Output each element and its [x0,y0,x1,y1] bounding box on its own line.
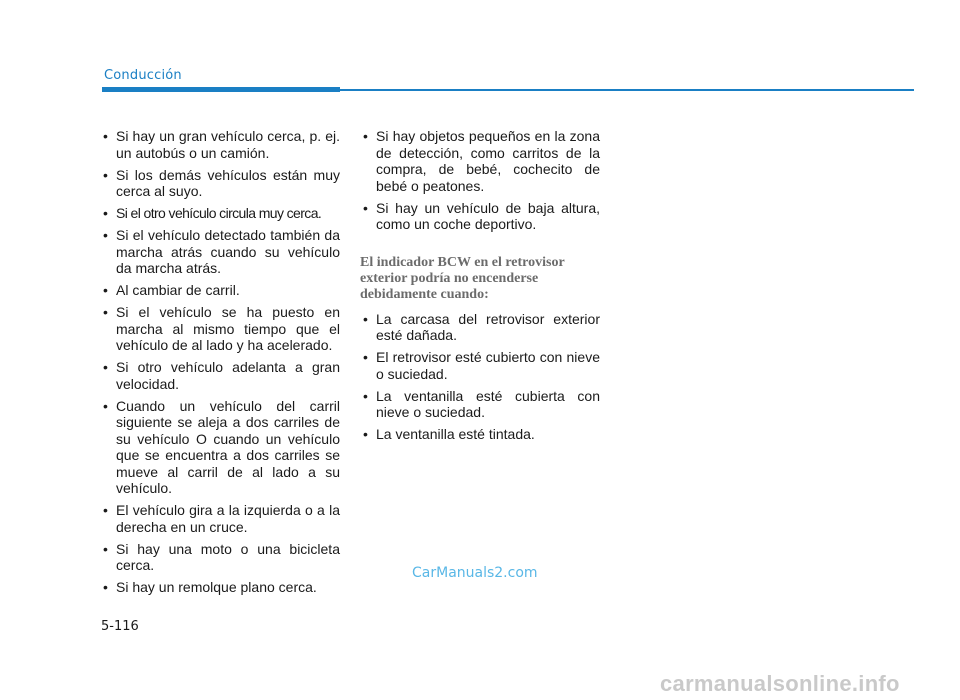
list-item: • Si hay un remolque plano cerca. [100,579,340,596]
page-number: 5-116 [101,619,139,634]
list-item: • Si hay objetos pequeños en la zona de detección, como carritos de la compra, de bebé, cochecito de bebé o peatones. [360,128,600,194]
header-rule-thin [340,89,914,91]
list-item: • Si hay una moto o una bicicleta cerca. [100,541,340,574]
right-column-list-bottom [360,311,600,443]
list-item: • Si el vehículo se ha puesto en marcha al mismo tiempo que el vehículo de al lado y ha acelerado. [100,304,340,354]
list-item: • Si el vehículo detectado también da marcha atrás cuando su vehículo da marcha atrás. [100,227,340,277]
footer-watermark: carmanualsonline.info [660,671,900,696]
subheading: El indicador BCW en el retrovisor exterior podría no encenderse debidamente cuando: [360,254,565,302]
list-item: • La ventanilla esté cubierta con nieve o suciedad. [360,388,600,421]
left-column-list [100,128,340,601]
list-item: • Cuando un vehículo del carril siguiente se aleja a dos carriles de su vehículo O cuando un vehículo que se encuentra a dos carriles se mueve al carril de al lado a su vehículo. [100,398,340,497]
list-item: • El retrovisor esté cubierto con nieve o suciedad. [360,349,600,382]
watermark-link[interactable]: CarManuals2.com [412,565,538,581]
list-item: • El vehículo gira a la izquierda o a la derecha en un cruce. [100,502,340,535]
list-item: • Si otro vehículo adelanta a gran velocidad. [100,359,340,392]
right-column [360,128,600,448]
list-item: • Si hay un gran vehículo cerca, p. ej. un autobús o un camión. [100,128,340,161]
right-column-list-top [360,128,600,233]
list-item: • Al cambiar de carril. [100,282,340,299]
list-item: • Si los demás vehículos están muy cerca al suyo. [100,167,340,200]
list-item: • Si hay un vehículo de baja altura, como un coche deportivo. [360,200,600,233]
list-item: • La ventanilla esté tintada. [360,426,600,443]
header-rule-thick [102,87,340,92]
list-item: • Si el otro vehículo circula muy cerca. [100,205,340,222]
section-title: Conducción [104,68,182,83]
list-item: • La carcasa del retrovisor exterior esté dañada. [360,311,600,344]
